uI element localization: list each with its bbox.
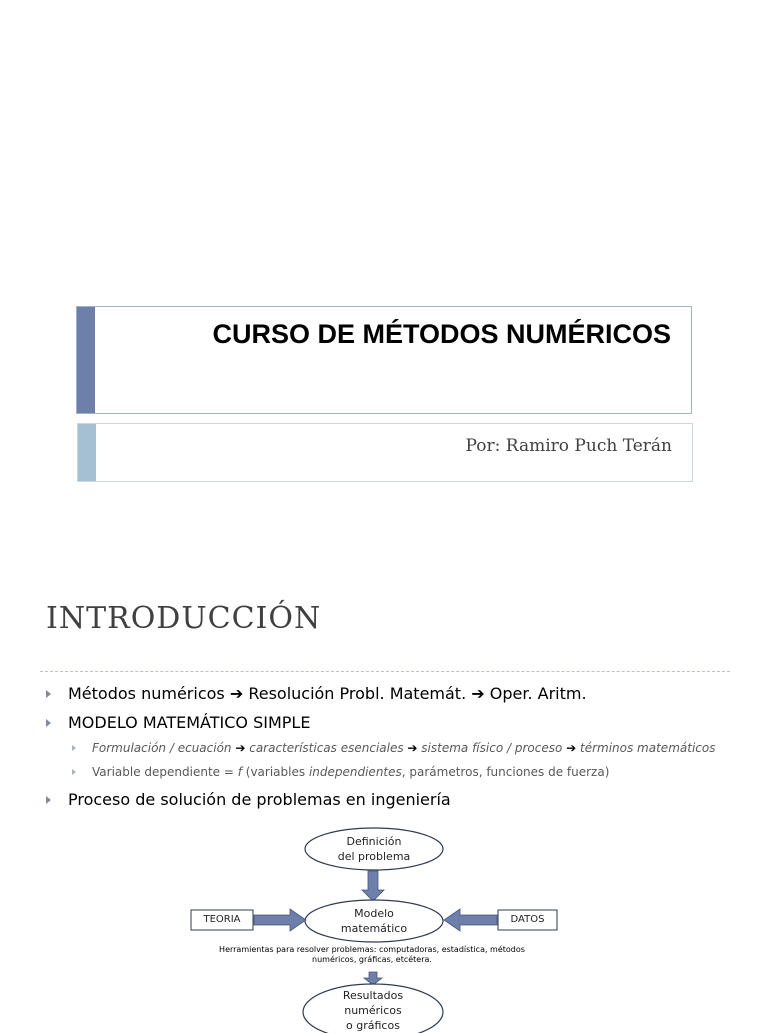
bullet-text: Formulación / ecuación [92,741,236,755]
down-arrow-icon [362,871,384,901]
subtitle-box [77,423,693,482]
bullet-text: Métodos numéricos [68,684,230,703]
slide-title: CURSO DE MÉTODOS NUMÉRICOS [212,319,671,349]
node-line: Modelo [354,907,394,920]
right-arrow-icon: ➔ [407,741,418,755]
title-accent-bar [77,307,95,413]
definicion-label [324,834,424,864]
bullet-text: independientes [308,765,402,779]
bullet-arrow-icon [46,690,51,698]
process-diagram [0,820,768,1032]
bullet-text: términos matemáticos [576,741,716,755]
node-line: matemático [340,922,408,935]
bullet-text: (variables [241,765,309,779]
bullet-text: , parámetros, funciones de fuerza) [401,765,610,779]
title-box [76,306,692,414]
right-arrow-icon: ➔ [229,684,244,703]
node-line: Definición [346,835,402,848]
bullet-modelo [68,713,310,732]
node-line: Resultados [342,989,404,1002]
bullet-arrow-icon [46,796,51,804]
modelo-label [324,906,424,936]
heading-divider [40,671,730,672]
bullet-arrow-icon [46,719,51,727]
bullet-text: Proceso de solución de problemas en ingeniería [68,790,451,809]
bullet-text: MODELO MATEMÁTICO SIMPLE [68,713,311,732]
bullet-text: Resolución Probl. Matemát. [243,684,472,703]
subbullet-formulacion [92,741,715,755]
slide-subtitle: Por: Ramiro Puch Terán [465,436,672,456]
bullet-metodos [68,684,587,703]
down-arrow-icon [364,972,382,985]
node-line: o gráficos [346,1019,400,1032]
bullet-arrow-icon [72,769,76,775]
bullet-text: Oper. Aritm. [484,684,587,703]
bullet-text: Variable dependiente = [92,765,238,779]
subbullet-variable [92,765,609,779]
right-arrow-icon: ➔ [235,741,246,755]
teoria-label: TEORIA [203,914,241,925]
right-arrow-icon [254,909,306,931]
resultados-label [323,988,423,1033]
tools-caption: Herramientas para resolver problemas: computadoras, estadística, métodos numéricos, gráficas, etcétera. [219,945,525,964]
bullet-proceso [68,790,451,809]
subtitle-accent-bar [78,424,96,481]
right-arrow-icon: ➔ [471,684,485,703]
bullet-text: características esenciales [245,741,408,755]
intro-heading: INTRODUCCIÓN [46,601,322,636]
right-arrow-icon: ➔ [566,741,577,755]
bullet-text: sistema físico / proceso [417,741,567,755]
node-line: del problema [337,850,411,863]
node-line: numéricos [344,1004,402,1017]
bullet-arrow-icon [72,745,76,751]
bullet-text: f [237,765,242,779]
left-arrow-icon [444,909,497,931]
datos-label: DATOS [510,914,545,925]
